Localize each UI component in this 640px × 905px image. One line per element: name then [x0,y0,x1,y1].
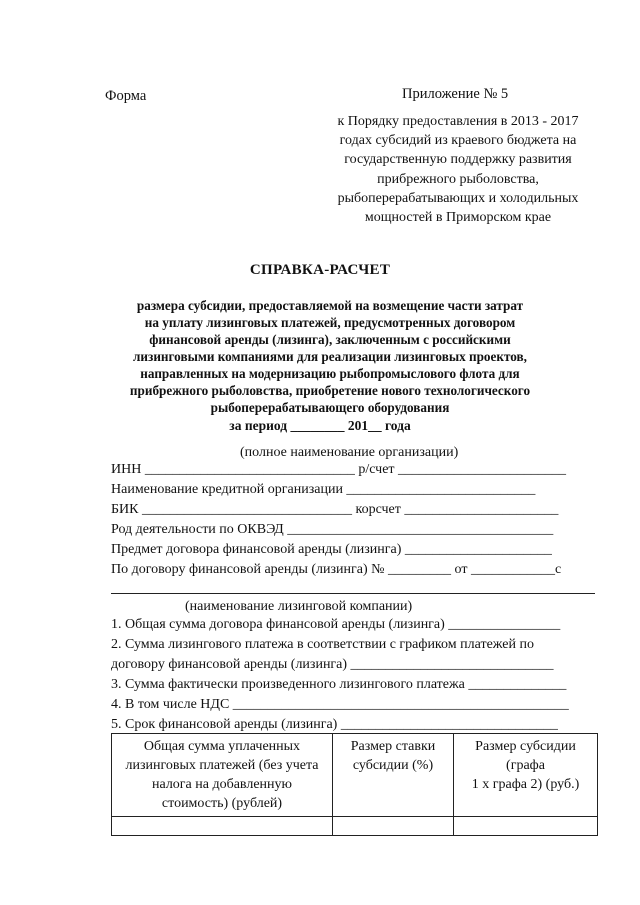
header-subsidy-amount [454,734,598,817]
appendix-note [320,112,596,227]
subsidy-calculation-table [111,733,598,836]
contract-subject-field: Предмет договора финансовой аренды (лизинга) _____________________ [111,542,552,557]
subtitle-line: рыбоперерабатывающего оборудования [210,400,450,415]
header-subsidy-rate [333,734,454,817]
contract-number-field: По договору финансовой аренды (лизинга) № _________ от ____________с [111,562,562,577]
header-line: 1 x графа 2) (руб.) [471,777,580,792]
table-cell [333,817,454,836]
bank-name-field: Наименование кредитной организации ___________________________ [111,482,536,497]
header-line: лизинговых платежей (без учета [125,758,319,773]
form-label: Форма [105,88,147,104]
header-line: субсидии (%) [352,758,434,773]
lessor-name-caption: (наименование лизинговой компании) [185,599,413,614]
appendix-note-line: прибрежного рыболовства, [377,171,539,187]
header-line: стоимость) (рублей) [161,796,283,811]
bik-corr-account-field: БИК ______________________________ корсчет ______________________ [111,502,559,517]
document-title: СПРАВКА-РАСЧЕТ [249,262,391,278]
appendix-note-line: государственную поддержку развития [344,152,572,168]
appendix-note-line: рыбоперерабатывающих и холодильных [337,190,579,206]
table-row [112,817,598,836]
appendix-note-line: годах субсидий из краевого бюджета на [339,133,577,149]
lessor-name-line [111,593,595,594]
item-lease-payment-sum-cont: договору финансовой аренды (лизинга) _____________________________ [111,657,554,672]
subtitle-line: на уплату лизинговых платежей, предусмотренных договором [144,315,516,330]
item-lease-term: 5. Срок финансовой аренды (лизинга) _______________________________ [111,717,558,732]
appendix-note-line: к Порядку предоставления в 2013 - 2017 [337,114,579,129]
table-cell [454,817,598,836]
header-line: Размер ставки [350,739,436,754]
subtitle-line: финансовой аренды (лизинга), заключенным с российскими [149,332,511,347]
table-cell [112,817,333,836]
subtitle-line: прибрежного рыболовства, приобретение нового технологического [129,383,531,398]
okved-field: Род деятельности по ОКВЭД ______________________________________ [111,522,554,537]
header-line: Общая сумма уплаченных [143,739,301,754]
table-header-row [112,734,598,817]
appendix-number: Приложение № 5 [402,86,509,102]
header-line: налога на добавленную [151,777,292,792]
document-subtitle [100,297,560,416]
subtitle-line: лизинговыми компаниями для реализации лизинговых проектов, [133,349,527,364]
org-name-caption: (полное наименование организации) [240,445,459,460]
subtitle-line: размера субсидии, предоставляемой на возмещение части затрат [136,298,524,313]
subtitle-line: направленных на модернизацию рыбопромыслового флота для [140,366,520,381]
appendix-note-line: мощностей в Приморском крае [364,210,552,226]
header-total-payments [112,734,333,817]
header-line: Размер субсидии (графа [475,739,576,773]
inn-account-field: ИНН ______________________________ р/счет ________________________ [111,462,567,477]
item-actual-payment-sum: 3. Сумма фактически произведенного лизингового платежа ______________ [111,677,567,692]
item-total-contract-sum: 1. Общая сумма договора финансовой аренды (лизинга) ________________ [111,617,561,632]
item-vat: 4. В том числе НДС ________________________________________________ [111,697,569,712]
period-line: за период ________ 201__ года [229,418,411,433]
item-lease-payment-sum: 2. Сумма лизингового платежа в соответствии с графиком платежей по [111,637,534,652]
